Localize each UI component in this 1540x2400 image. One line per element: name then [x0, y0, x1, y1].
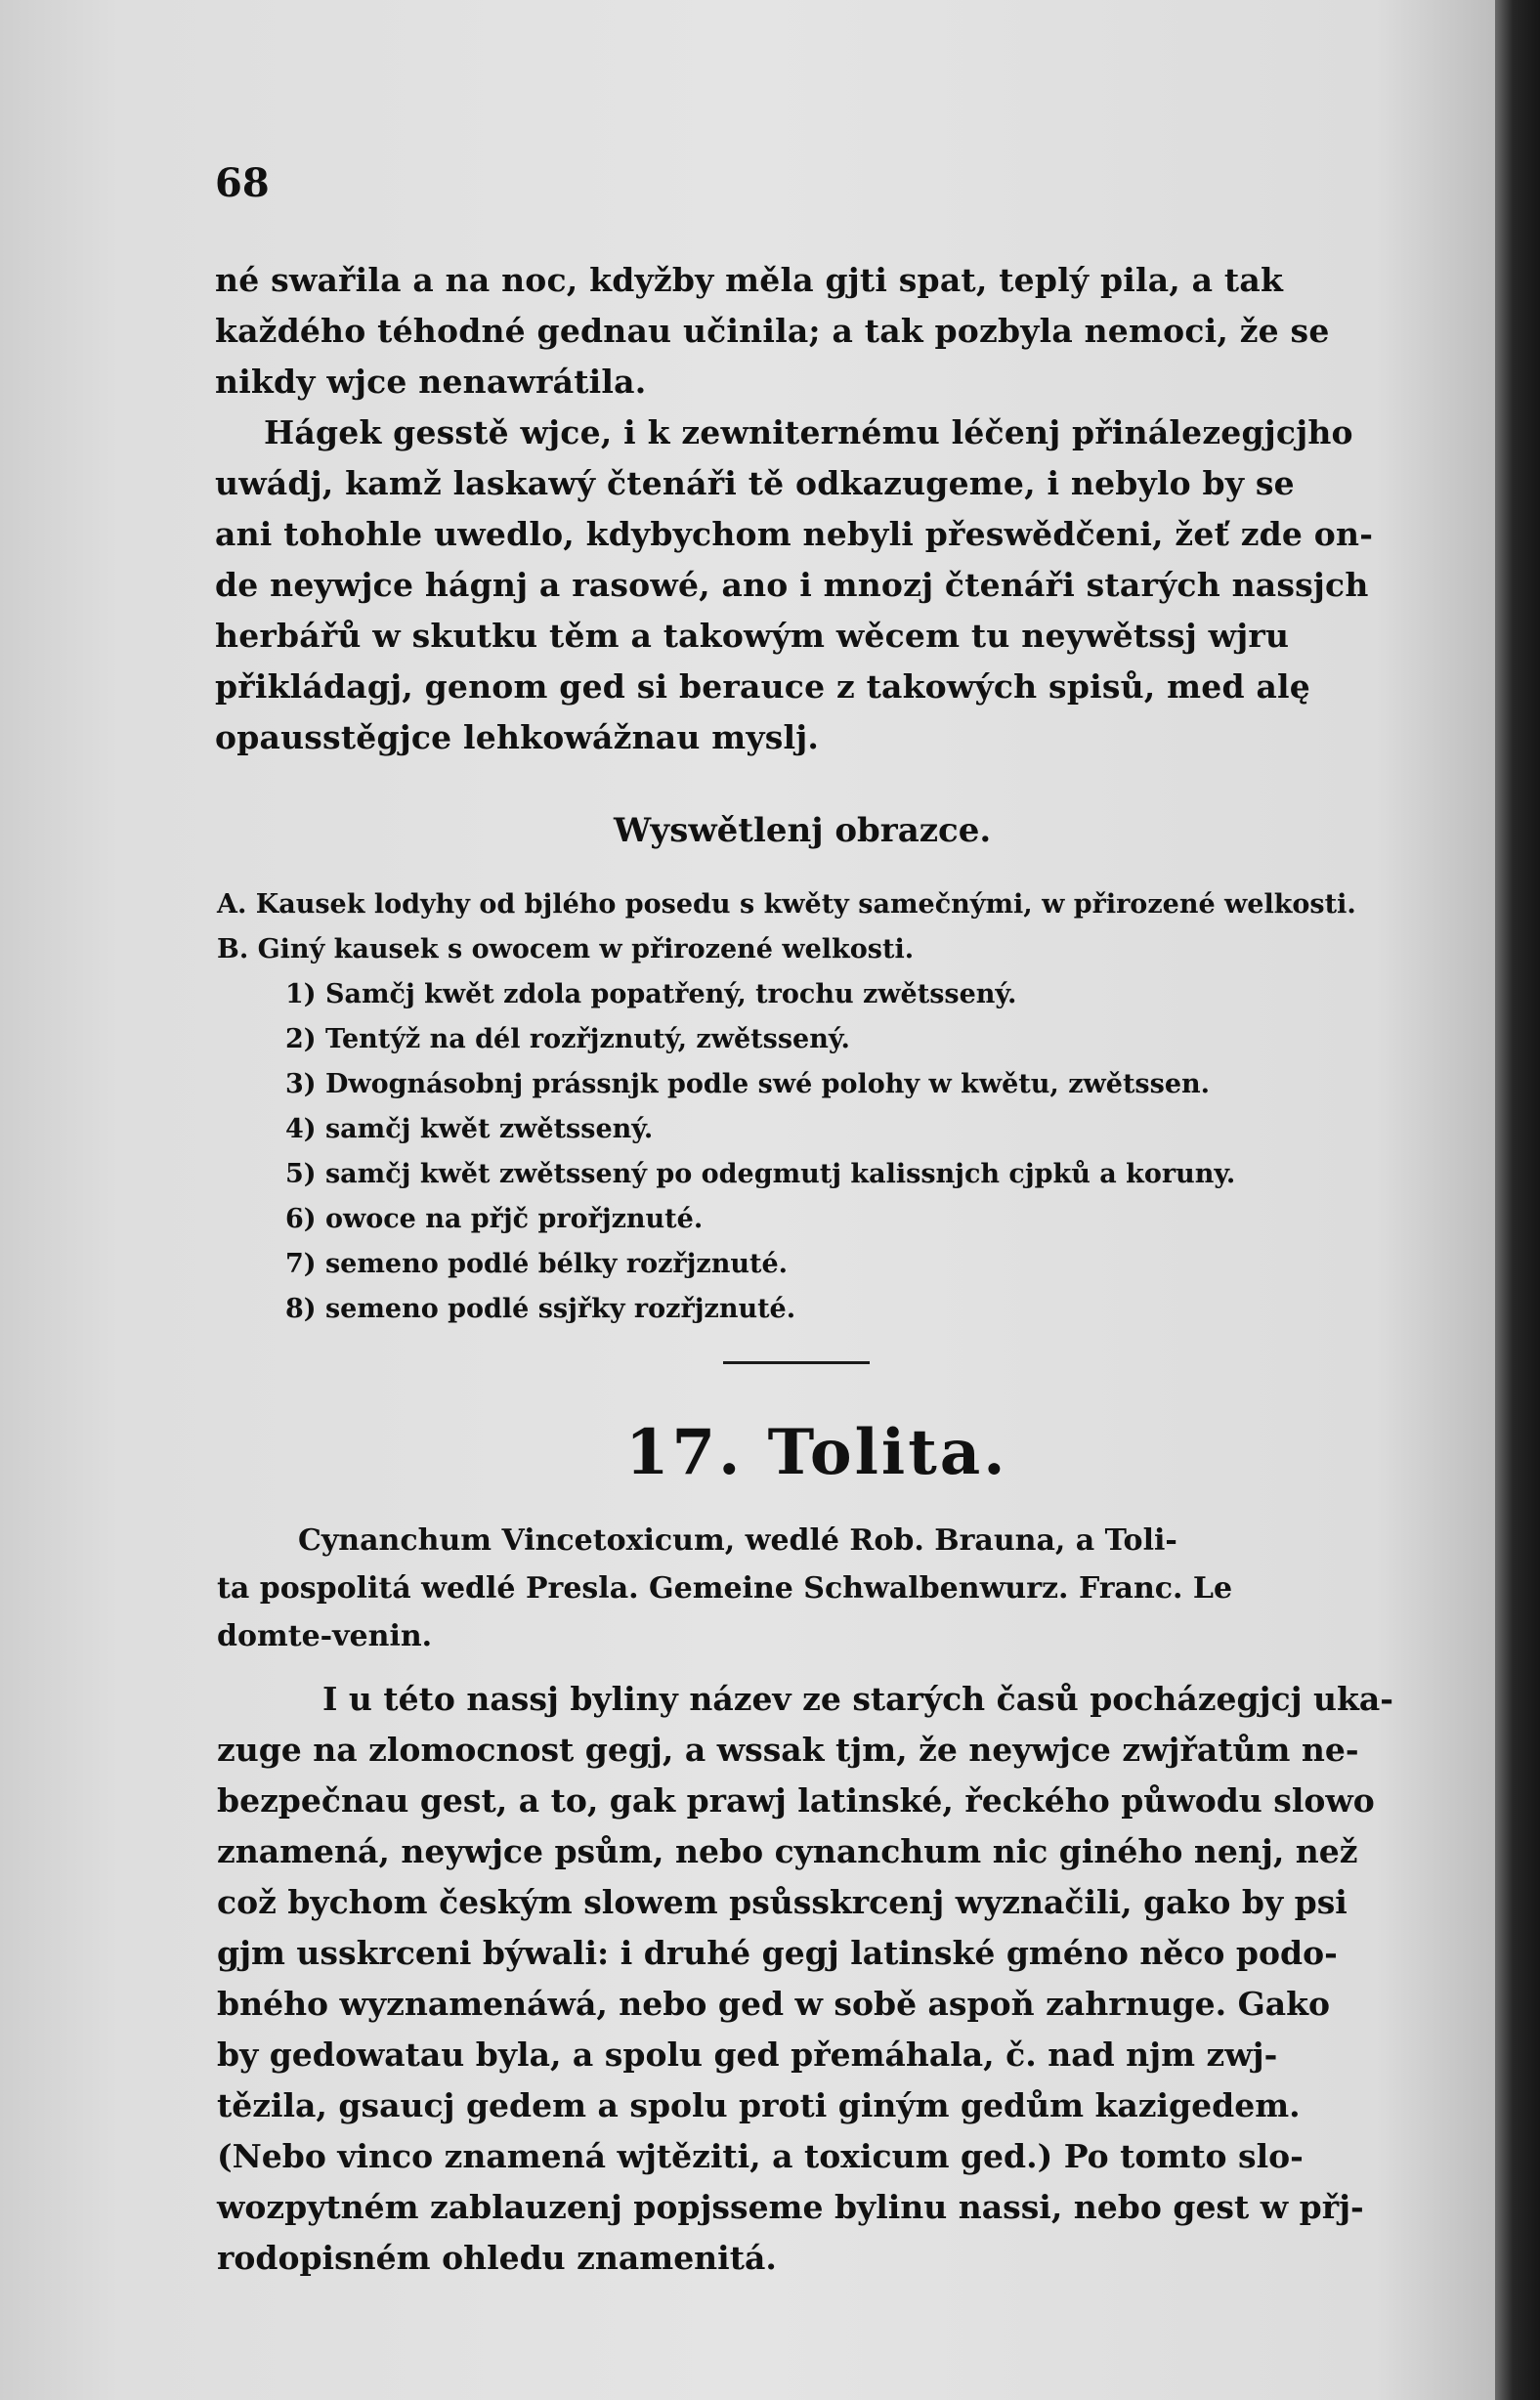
body2-line: bného wyznamenáwá, nebo ged w sobě aspoň zahrnuge. Gako — [217, 1985, 1331, 2023]
body2-line: I u této nassj byliny název ze starých časů pocházegjcj uka- — [322, 1680, 1393, 1718]
body-line: nikdy wjce nenawrátila. — [215, 363, 647, 401]
explanation-item: 2) Tentýž na dél rozřjznutý, zwětssený. — [285, 1024, 850, 1054]
explanation-item: 5) samčj kwět zwětssený po odegmutj kalissnjch cjpků a koruny. — [285, 1159, 1236, 1189]
page-edge-shadow — [1495, 0, 1540, 2400]
explanation-item: B. Giný kausek s owocem w přirozené welkosti. — [217, 934, 915, 964]
explanation-item: 7) semeno podlé bélky rozřjznuté. — [285, 1249, 789, 1279]
explanation-item: A. Kausek lodyhy od bjlého posedu s kwěty samečnými, w přirozené welkosti. — [217, 889, 1356, 920]
body2-line: by gedowatau byla, a spolu ged přemáhala, č. nad njm zwj- — [217, 2036, 1278, 2074]
explanation-heading: Wyswětlenj obrazce. — [614, 811, 992, 850]
synonym-line: Cynanchum Vincetoxicum, wedlé Rob. Brauna, a Toli- — [298, 1523, 1177, 1558]
body2-line: znamená, neywjce psům, nebo cynanchum nic giného nenj, než — [217, 1832, 1358, 1870]
explanation-item: 8) semeno podlé ssjřky rozřjznuté. — [285, 1294, 796, 1324]
body-line: de neywjce hágnj a rasowé, ano i mnozj čtenáři starých nassjch — [215, 566, 1369, 604]
explanation-item: 4) samčj kwět zwětssený. — [285, 1114, 654, 1144]
body-line: herbářů w skutku těm a takowým wěcem tu neywětssj wjru — [215, 617, 1290, 655]
body-line: uwádj, kamž laskawý čtenáři tě odkazugeme, i nebylo by se — [215, 464, 1295, 502]
explanation-item: 3) Dwognásobnj prássnjk podle swé polohy w kwětu, zwětssen. — [285, 1069, 1211, 1099]
section-divider — [723, 1361, 870, 1364]
section-title: 17. Tolita. — [625, 1416, 1008, 1489]
explanation-item: 1) Samčj kwět zdola popatřený, trochu zwětssený. — [285, 979, 1017, 1009]
body-line: né swařila a na noc, kdyžby měla gjti spat, teplý pila, a tak — [215, 261, 1284, 299]
body2-line: zuge na zlomocnost gegj, a wssak tjm, že neywjce zwjřatům ne- — [217, 1731, 1359, 1769]
body-line: přikládagj, genom ged si berauce z takowých spisů, med alę — [215, 667, 1310, 706]
synonym-line: ta pospolitá wedlé Presla. Gemeine Schwalbenwurz. Franc. Le — [217, 1571, 1233, 1606]
body-line: ani tohohle uwedlo, kdybychom nebyli přeswědčeni, žeť zde on- — [215, 515, 1374, 553]
body2-line: což bychom českým slowem psůsskrcenj wyznačili, gako by psi — [217, 1883, 1348, 1921]
body-line: Hágek gesstě wjce, i k zewniternému léčenj přinálezegjcjho — [264, 413, 1353, 451]
body2-line: (Nebo vinco znamená wjtěziti, a toxicum ged.) Po tomto slo- — [217, 2137, 1304, 2175]
body2-line: rodopisném ohledu znamenitá. — [217, 2239, 777, 2277]
body-line: každého téhodné gednau učinila; a tak pozbyla nemoci, že se — [215, 312, 1330, 350]
body-line: opausstěgjce lehkowážnau myslj. — [215, 718, 820, 756]
body2-line: tězila, gsaucj gedem a spolu proti giným gedům kazigedem. — [217, 2086, 1301, 2124]
body2-line: wozpytném zablauzenj popjsseme bylinu nassi, nebo gest w přj- — [217, 2188, 1364, 2226]
explanation-item: 6) owoce na přjč prořjznuté. — [285, 1204, 704, 1234]
body2-line: gjm usskrceni býwali: i druhé gegj latinské gméno něco podo- — [217, 1934, 1338, 1972]
page-number: 68 — [215, 160, 270, 206]
synonym-line: domte-venin. — [217, 1619, 433, 1653]
body2-line: bezpečnau gest, a to, gak prawj latinské, řeckého půwodu slowo — [217, 1781, 1375, 1820]
